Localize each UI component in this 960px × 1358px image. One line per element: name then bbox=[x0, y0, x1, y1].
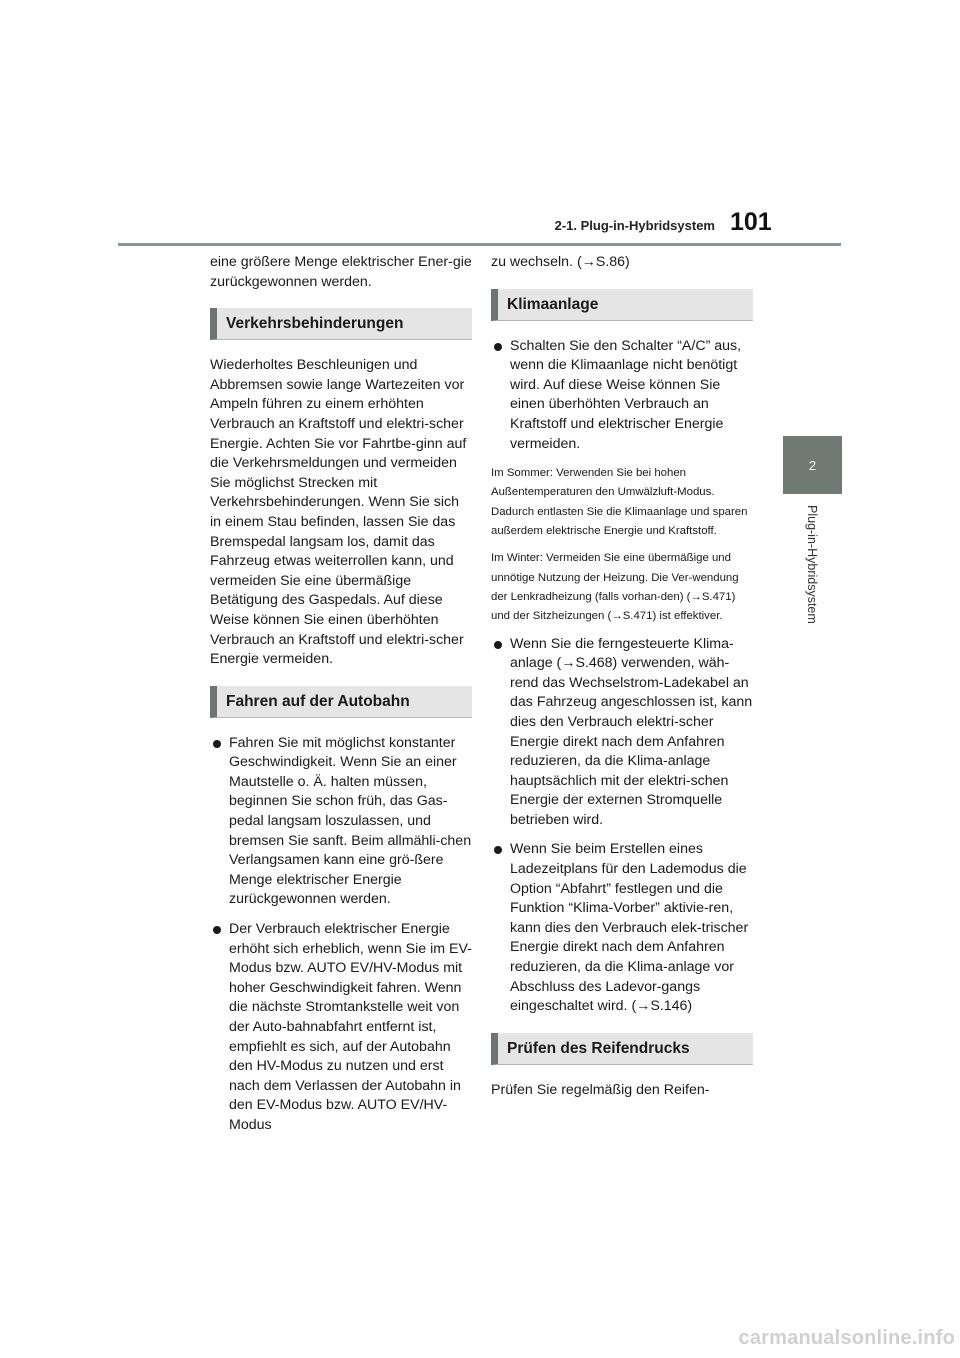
tire-paragraph: Prüfen Sie regelmäßig den Reifen- bbox=[491, 1081, 710, 1098]
section-title: 2-1. Plug-in-Hybridsystem bbox=[554, 218, 715, 233]
left-column bbox=[210, 253, 472, 1146]
bullet-icon bbox=[494, 641, 502, 649]
right-intro[interactable]: zu wechseln. (→S.86) bbox=[491, 254, 630, 270]
heading-tire-pressure: Prüfen des Reifendrucks bbox=[491, 1033, 753, 1065]
list-item bbox=[491, 840, 753, 1016]
bullet-text: Schalten Sie den Schalter “A/C” aus, wenn die Klimaanlage nicht benötigt wird. Auf diese Weise können Sie einen überhöhten Verbrauch an Kraftstoff und elektrischer Energie vermeiden. bbox=[510, 337, 742, 452]
right-column bbox=[491, 253, 753, 1110]
list-item bbox=[210, 920, 472, 1136]
chapter-label: Plug-in-Hybridsystem bbox=[805, 505, 819, 624]
winter-note: Im Winter: Vermeiden Sie eine übermäßige und unnötige Nutzung der Heizung. Die Ver-wendung der Lenkradheizung (falls vorhan-den) (→S.471) und der Sitzheizungen (→S.471) ist effektiver. bbox=[491, 552, 739, 623]
bullet-text: Wenn Sie beim Erstellen eines Ladezeitplans für den Lademodus die Option “Abfahrt” festlegen und die Funktion “Klima-Vorber” aktivie-ren, kann dies den Verbrauch elek-trischer Energie direkt nach dem Anfahren reduzieren, da die Klima-anlage vor Abschluss des Ladevor-gangs eingeschaltet wird. (→S.146) bbox=[510, 841, 749, 1015]
bullet-text: Wenn Sie die ferngesteuerte Klima-anlage (→S.468) verwenden, wäh-rend das Wechselstrom-Ladekabel an das Fahrzeug angeschlossen ist, kann dies den Verbrauch elektri-scher Energie direkt nach dem Anfahren reduzieren, da die Klima-anlage hauptsächlich mit der elektri-schen Energie der externen Stromquelle betrieben wird. bbox=[510, 635, 753, 828]
chapter-number: 2 bbox=[808, 457, 817, 473]
summer-note: Im Sommer: Verwenden Sie bei hohen Außentemperaturen den Umwälzluft-Modus. Dadurch entlasten Sie die Klimaanlage und sparen außerdem elektrische Energie und Kraftstoff. bbox=[491, 467, 748, 538]
bullet-icon bbox=[494, 343, 502, 351]
page-number: 101 bbox=[730, 208, 772, 236]
bullet-icon bbox=[494, 846, 502, 854]
list-item bbox=[491, 635, 753, 831]
bullet-text: Fahren Sie mit möglichst konstanter Geschwindigkeit. Wenn Sie an einer Mautstelle o. Ä. halten müssen, beginnen Sie schon früh, das Gas-pedal langsam loszulassen, und bremsen Sie sanft. Beim allmähli-chen Verlangsamen kann eine grö-ßere Menge elektrischer Energie zurückgewonnen werden. bbox=[229, 734, 472, 908]
traffic-paragraph: Wiederholtes Beschleunigen und Abbremsen sowie lange Wartezeiten vor Ampeln führen zu einem erhöhten Verbrauch an Kraftstoff und elektri-scher Energie. Achten Sie vor Fahrtbe-ginn auf die Verkehrsmeldungen und vermeiden Sie möglichst Strecken mit Verkehrsbehinderungen. Wenn Sie sich in einem Stau befinden, lassen Sie das Bremspedal langsam los, damit das Fahrzeug etwas weiterrollen kann, und vermeiden Sie eine übermäßige Betätigung des Gaspedals. Auf diese Weise können Sie einen überhöhten Verbrauch an Kraftstoff und elektri-scher Energie vermeiden. bbox=[210, 357, 467, 668]
left-intro: eine größere Menge elektrischer Ener-gie zurückgewonnen werden. bbox=[210, 254, 472, 290]
heading-climate: Klimaanlage bbox=[491, 289, 753, 321]
list-item bbox=[491, 337, 753, 455]
bullet-text: Der Verbrauch elektrischer Energie erhöht sich erheblich, wenn Sie im EV-Modus bzw. AUTO EV/HV-Modus mit hoher Geschwindigkeit fahren. Wenn die nächste Stromtankstelle weit von der Auto-bahnabfahrt entfernt ist, empfiehlt es sich, auf der Autobahn den HV-Modus zu nutzen und erst nach dem Verlassen der Autobahn in den EV-Modus bzw. AUTO EV/HV-Modus bbox=[229, 921, 472, 1133]
bullet-icon bbox=[213, 740, 221, 748]
heading-highway: Fahren auf der Autobahn bbox=[210, 686, 472, 718]
bullet-icon bbox=[213, 926, 221, 934]
watermark: carmanualsonline.info bbox=[738, 1327, 955, 1349]
header-divider bbox=[118, 243, 841, 246]
list-item bbox=[210, 734, 472, 910]
chapter-tab[interactable] bbox=[783, 436, 842, 494]
heading-traffic: Verkehrsbehinderungen bbox=[210, 308, 472, 340]
